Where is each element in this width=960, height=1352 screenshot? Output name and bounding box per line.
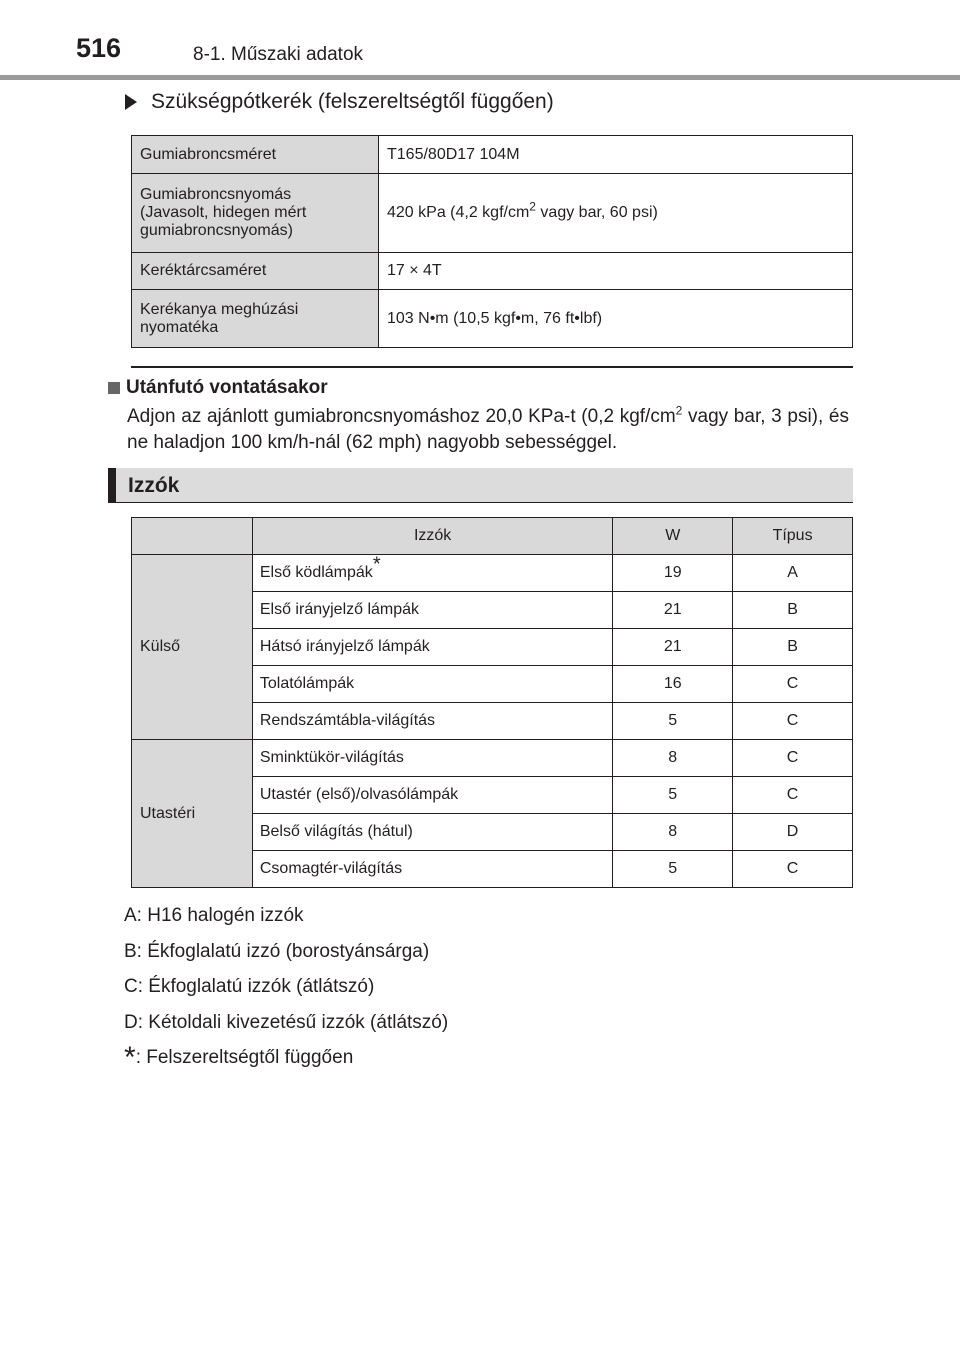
bulb-type: D bbox=[733, 814, 853, 851]
bulb-type: C bbox=[733, 851, 853, 888]
bulb-watt: 21 bbox=[613, 592, 733, 629]
spec-value: 17 × 4T bbox=[379, 253, 853, 290]
asterisk-icon: * bbox=[372, 553, 381, 576]
bulb-watt: 16 bbox=[613, 666, 733, 703]
bulb-name: Tolatólámpák bbox=[252, 666, 613, 703]
spare-wheel-heading bbox=[125, 90, 554, 114]
group-label: Külső bbox=[132, 555, 253, 740]
table-header-row bbox=[132, 518, 853, 555]
bulb-name: Utastér (első)/olvasólámpák bbox=[252, 777, 613, 814]
trailer-paragraph: Adjon az ajánlott gumiabroncsnyomáshoz 20,0 KPa-t (0,2 kgf/$cm^2$ vagy bar, 3 psi), és ne haladjon 100 km/h-nál (62 mph) nagyobb sebességgel. bbox=[127, 403, 850, 453]
section-header: 8-1. Műszaki adatok bbox=[193, 44, 364, 65]
bulbs-section-title: Izzók bbox=[128, 474, 180, 497]
bulb-type: A bbox=[733, 555, 853, 592]
bulb-type: C bbox=[733, 666, 853, 703]
bulb-watt: 19 bbox=[613, 555, 733, 592]
bulb-type: B bbox=[733, 592, 853, 629]
bulbs-section-header bbox=[108, 468, 853, 503]
spec-label: Keréktárcsaméret bbox=[132, 253, 379, 290]
header-watt: W bbox=[613, 518, 733, 555]
table-row bbox=[132, 555, 853, 592]
spare-wheel-heading-text: Szükségpótkerék (felszereltségtől függően) bbox=[151, 90, 554, 113]
triangle-arrow-icon bbox=[125, 94, 137, 110]
bulb-name: Belső világítás (hátul) bbox=[252, 814, 613, 851]
spec-label-line: (Javasolt, hidegen mért bbox=[140, 204, 307, 221]
spec-label bbox=[132, 290, 379, 348]
bulb-type: C bbox=[733, 703, 853, 740]
group-label: Utastéri bbox=[132, 740, 253, 888]
bulb-name: Sminktükör-világítás bbox=[252, 740, 613, 777]
square-bullet-icon bbox=[108, 382, 120, 394]
bulb-type: C bbox=[733, 777, 853, 814]
header-bulbs: Izzók bbox=[252, 518, 613, 555]
legend-item: C: Ékfoglalatú izzók (átlátszó) bbox=[124, 976, 375, 997]
spec-label-line: nyomatéka bbox=[140, 318, 219, 336]
bulb-name: Első ködlámpák* bbox=[252, 555, 613, 592]
bulb-type-legend bbox=[124, 898, 448, 1076]
header-type: Típus bbox=[733, 518, 853, 555]
spec-value: 420 kPa (4,2 kgf/$cm^2$ vagy bar, 60 psi) bbox=[379, 174, 853, 253]
page-number: 516 bbox=[76, 33, 122, 63]
bulb-name: Rendszámtábla-világítás bbox=[252, 703, 613, 740]
bulb-type: B bbox=[733, 629, 853, 666]
legend-item: D: Kétoldali kivezetésű izzók (átlátszó) bbox=[124, 1011, 449, 1033]
bulb-type: C bbox=[733, 740, 853, 777]
spec-label bbox=[132, 174, 379, 253]
trailer-heading-text: Utánfutó vontatásakor bbox=[126, 377, 328, 398]
spec-label-line: Kerékanya meghúzási bbox=[140, 300, 299, 318]
header-group-cell bbox=[132, 518, 253, 555]
table-row bbox=[132, 253, 853, 290]
section-divider bbox=[131, 366, 853, 368]
bulbs-table bbox=[131, 517, 853, 888]
legend-item: A: H16 halogén izzók bbox=[124, 905, 304, 926]
spec-label: Gumiabroncsméret bbox=[132, 136, 379, 174]
legend-item: B: Ékfoglalatú izzó (borostyánsárga) bbox=[124, 940, 430, 962]
footnote: *: Felszereltségtől függően bbox=[124, 1041, 354, 1074]
bulb-watt: 5 bbox=[613, 703, 733, 740]
bulb-name: Első irányjelző lámpák bbox=[252, 592, 613, 629]
bulb-name: Hátsó irányjelző lámpák bbox=[252, 629, 613, 666]
bulb-watt: 21 bbox=[613, 629, 733, 666]
bulb-watt: 5 bbox=[613, 777, 733, 814]
table-row bbox=[132, 174, 853, 253]
spec-value: 103 N•m (10,5 kgf•m, 76 ft•lbf) bbox=[379, 290, 853, 348]
spec-label-line: gumiabroncsnyomás) bbox=[140, 222, 293, 239]
spec-value: T165/80D17 104M bbox=[379, 136, 853, 174]
bulb-watt: 5 bbox=[613, 851, 733, 888]
spec-label-line: Gumiabroncsnyomás bbox=[140, 186, 292, 203]
asterisk-icon: * bbox=[124, 1041, 136, 1074]
bulb-watt: 8 bbox=[613, 740, 733, 777]
spare-wheel-table bbox=[131, 135, 853, 348]
table-row bbox=[132, 136, 853, 174]
bulb-name: Csomagtér-világítás bbox=[252, 851, 613, 888]
header-rule bbox=[0, 75, 960, 80]
table-row bbox=[132, 740, 853, 777]
bulb-watt: 8 bbox=[613, 814, 733, 851]
table-row bbox=[132, 290, 853, 348]
trailer-heading bbox=[108, 377, 328, 399]
